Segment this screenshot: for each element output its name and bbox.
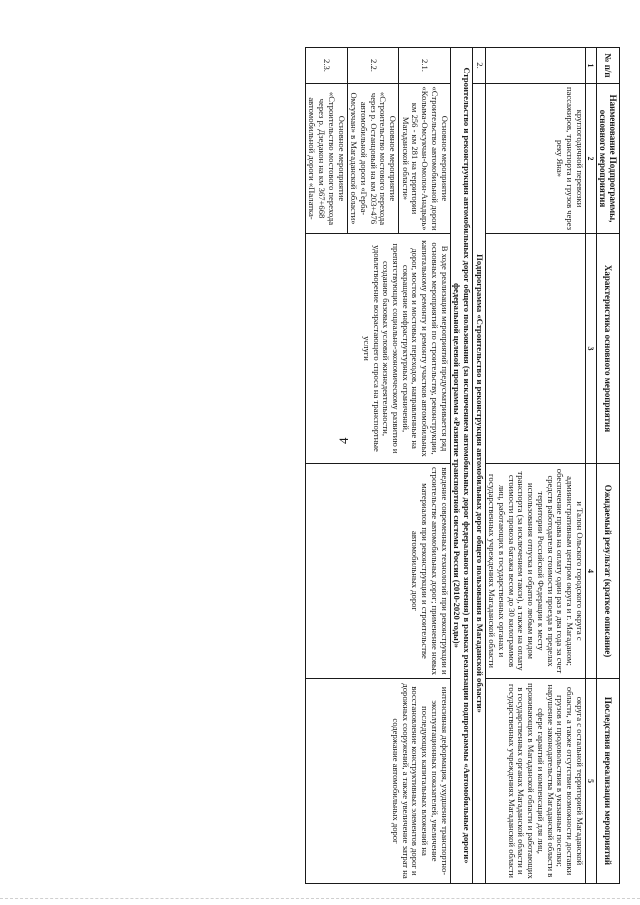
column-number: 2 — [585, 84, 596, 234]
column-number: 5 — [585, 679, 596, 884]
measure-number: 2.1. — [399, 48, 451, 84]
header-row — [596, 48, 619, 884]
header-consequences: Последствия нереализации мероприятий — [596, 679, 619, 884]
measure-name: Основное мероприятие «Строительство автомобильной дороги «Колыма-Омсукчан-Омолон-Анадырь» км 256 - км 281 на территории Магаданской области» — [399, 84, 451, 234]
continuation-consequences: округа с остальной территорией Магаданской области, а также отсутствие возможности доставки грузов и продовольствия в указанные поселки; нарушение законодательства Магаданской области в сфере гарантий и компенсаций для лиц, проживающих в Магаданской области и работающих в государственных органах Магаданской области и государственных учреждениях Магаданской области — [485, 679, 585, 884]
continuation-row — [485, 48, 585, 884]
header-characteristic: Характеристика основного мероприятия — [596, 234, 619, 464]
measure-number: 2.2. — [347, 48, 399, 84]
section-title: Строительство и реконструкция автомобильных дорог общего пользования (за исключением автомобильных дорог федерального значения) в рамках реализации подпрограммы «Автомобильные дороги» федеральной целевой программы «Развитие транспортной системы России (2010-2020 годы)» — [450, 48, 472, 884]
column-number: 1 — [585, 48, 596, 84]
measure-name: Основное мероприятие «Строительство мостового перехода через р. Дзедакон на км 367+668 автомобильной дороги «Палатка- — [305, 84, 347, 234]
continuation-name: круглогодичной перевозки пассажиров, транспорта и грузов через реку Яна» — [485, 84, 585, 234]
shared-characteristic: В ходе реализации мероприятий предусматривается ряд основных мероприятий по строительству, реконструкции, капитальному ремонту и ремонту участков автомобильных дорог, мостов и мостовых переходов, направленные на сокращение инфраструктурных ограничений, препятствующих социально-экономическому развитию и созданию базовых условий жизнедеятельности, удовлетворение возрастающего спроса на транспортные услуги — [305, 234, 450, 464]
continuation-characteristic — [485, 234, 585, 464]
column-number: 4 — [585, 464, 596, 679]
column-number: 3 — [585, 234, 596, 464]
page-number: 4 — [336, 437, 351, 444]
measure-name: Основное мероприятие «Строительство мостового перехода через р. Останцовый на км 203+476 автомобильной дороги «Герба-Омсукчан» в Магаданской области» — [347, 84, 399, 234]
subprogram-number: 2. — [472, 48, 485, 84]
measure-number: 2.3. — [305, 48, 347, 84]
column-number-row — [585, 48, 596, 884]
subprogram-row — [472, 48, 485, 884]
table-row — [399, 48, 451, 884]
measures-table-sheet — [30, 47, 620, 883]
section-row — [450, 48, 472, 884]
continuation-number — [485, 48, 585, 84]
shared-result: введение современных технологий при реконструкции и строительстве автомобильных дорог; применение новых материалов при реконструкции и строительстве автомобильных дорог — [305, 464, 450, 679]
measures-table — [305, 47, 620, 884]
scan-edge-line — [0, 898, 640, 900]
header-result: Ожидаемый результат (краткое описание) — [596, 464, 619, 679]
subprogram-title: Подпрограмма «Строительство и реконструкция автомобильных дорог общего пользования в Магаданской области» — [472, 84, 485, 884]
header-no: № п/п — [596, 48, 619, 84]
header-name: Наименование Подпрограммы, основного мероприятия — [596, 84, 619, 234]
shared-consequences: интенсивная деформация, ухудшение транспортно-эксплуатационных показателей, увеличение последующих капитальных вложений на восстановление конструктивных элементов дорог и дорожных сооружений, а также увеличение затрат на содержание автомобильных дорог — [305, 679, 450, 884]
continuation-result: и Талон Ольского городского округа с административным центром округа и г. Магаданом; обеспечение права на оплату один раз в два года за счет средств работодателя стоимости проезда в пределах территории Российской Федерации к месту использования отпуска и обратно любым видом транспорта (за исключением такси), а также на оплату стоимости провоза багажа весом до 30 килограммов лиц, работающих в государственных органах и государственных учреждениях Магаданской области — [485, 464, 585, 679]
